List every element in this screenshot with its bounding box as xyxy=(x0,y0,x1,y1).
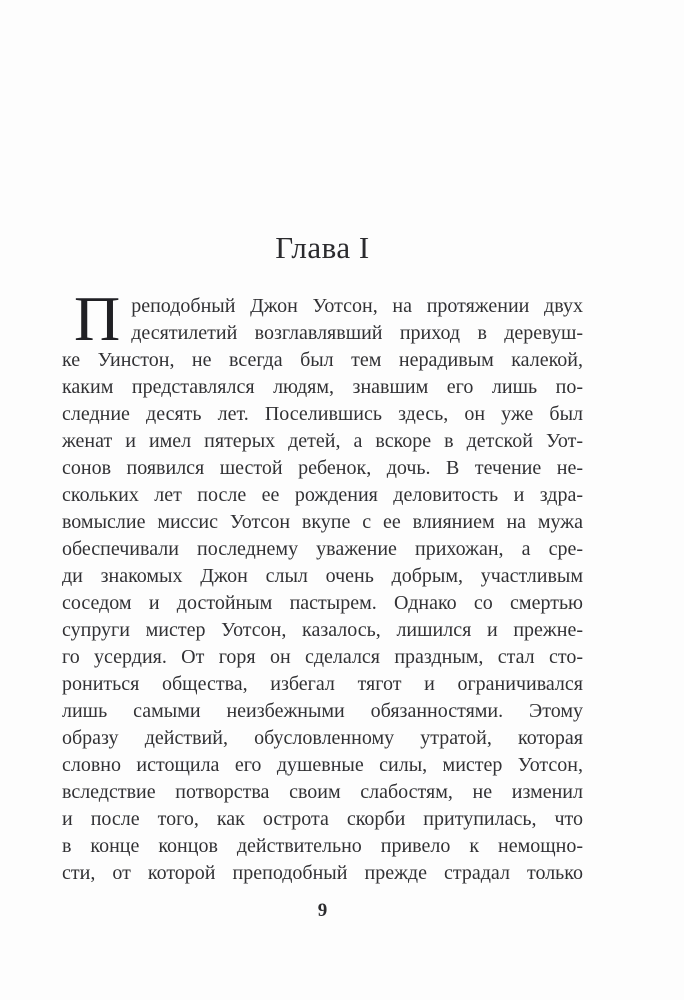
body-text-line: следние десять лет. Поселившись здесь, он уже был xyxy=(62,403,583,425)
chapter-body-paragraph xyxy=(62,283,583,887)
body-text-line: реподобный Джон Уотсон, на протяжении двух xyxy=(131,295,583,317)
body-text-line: в конце концов действительно привело к немощно- xyxy=(62,835,583,857)
body-text-line: и после того, как острота скорби притупилась, что xyxy=(62,808,583,830)
body-text-line: каким представлялся людям, знавшим его лишь по- xyxy=(62,376,583,398)
dropcap-letter: П xyxy=(74,283,121,354)
body-text-line: ке Уинстон, не всегда был тем нерадивым калекой, xyxy=(62,349,583,371)
body-text-line: женат и имел пятерых детей, а вскоре в детской Уот- xyxy=(62,430,583,452)
body-lines xyxy=(62,283,583,887)
body-text-line: образу действий, обусловленному утратой, которая xyxy=(62,727,583,749)
body-text-line: лишь самыми неизбежными обязанностями. Этому xyxy=(62,700,583,722)
body-text-line: обеспечивали последнему уважение прихожан, а сре- xyxy=(62,538,583,560)
body-text-line: соседом и достойным пастырем. Однако со смертью xyxy=(62,592,583,614)
body-text-line: скольких лет после ее рождения деловитость и здра- xyxy=(62,484,583,506)
body-text-line: го усердия. От горя он сделался праздным, стал сто- xyxy=(62,646,583,668)
body-text-line: супруги мистер Уотсон, казалось, лишился и прежне- xyxy=(62,619,583,641)
body-text-line: сонов появился шестой ребенок, дочь. В течение не- xyxy=(62,457,583,479)
chapter-title: Глава I xyxy=(275,230,370,265)
body-text-line: словно истощила его душевные силы, мистер Уотсон, xyxy=(62,754,583,776)
body-text-line: вследствие потворства своим слабостям, не изменил xyxy=(62,781,583,803)
body-text-line: десятилетий возглавлявший приход в деревуш- xyxy=(131,322,583,344)
body-text-line: сти, от которой преподобный прежде страдал только xyxy=(62,862,583,884)
body-text-line: рониться общества, избегал тягот и ограничивался xyxy=(62,673,583,695)
body-text-line: ди знакомых Джон слыл очень добрым, участливым xyxy=(62,565,583,587)
text-block xyxy=(62,0,583,922)
body-text-line: вомыслие миссис Уотсон вкупе с ее влиянием на мужа xyxy=(62,511,583,533)
page-number: 9 xyxy=(317,900,328,921)
